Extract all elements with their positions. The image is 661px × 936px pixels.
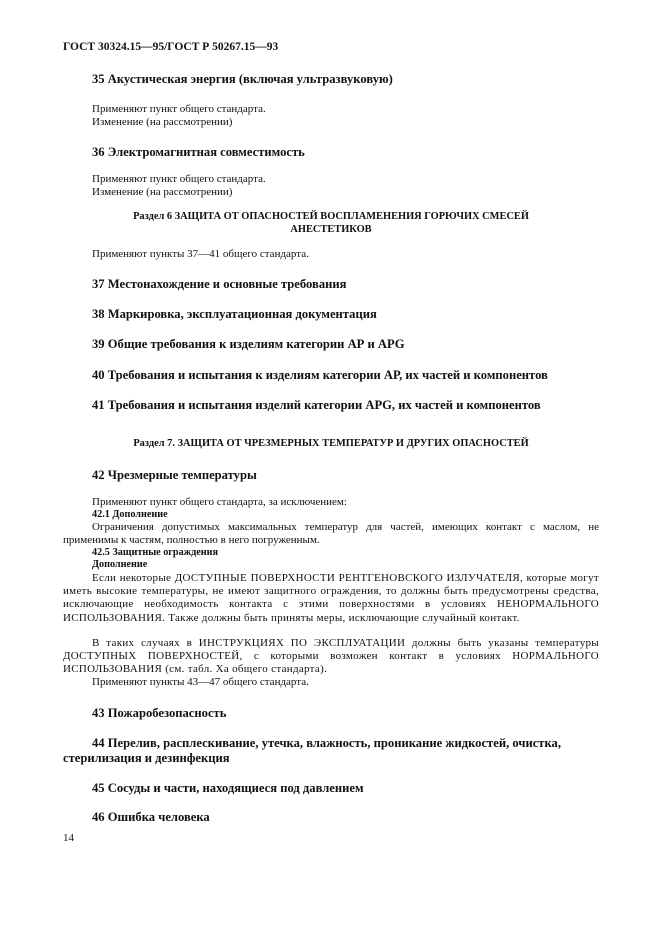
- clause-37-title: 37 Местонахождение и основные требования: [92, 277, 347, 291]
- clause-36-title: 36 Электромагнитная совместимость: [92, 145, 305, 159]
- clause-44-title-line2: стерилизация и дезинфекция: [63, 751, 230, 765]
- page-number: 14: [63, 832, 74, 844]
- section-6-heading: [63, 210, 599, 236]
- clause-35-text-2: Изменение (на рассмотрении): [92, 116, 233, 128]
- clause-44-title-line1: 44 Перелив, расплескивание, утечка, влажность, проникание жидкостей, очистка,: [92, 736, 561, 750]
- clause-46-title: 46 Ошибка человека: [92, 810, 210, 824]
- clause-36-text-2: Изменение (на рассмотрении): [92, 186, 233, 198]
- clause-45-title: 45 Сосуды и части, находящиеся под давлением: [92, 781, 364, 795]
- clause-40-title: 40 Требования и испытания к изделиям категории АР, их частей и компонентов: [92, 368, 548, 382]
- section-6-heading-line2: АНЕСТЕТИКОВ: [290, 224, 372, 236]
- section-6-heading-line1: Раздел 6 ЗАЩИТА ОТ ОПАСНОСТЕЙ ВОСПЛАМЕНЕНИЯ ГОРЮЧИХ СМЕСЕЙ: [133, 211, 529, 222]
- clause-38-title: 38 Маркировка, эксплуатационная документация: [92, 307, 377, 321]
- clause-42-1-text: [63, 521, 599, 547]
- clause-36-text-1: Применяют пункт общего стандарта.: [92, 173, 266, 185]
- section-7-heading: Раздел 7. ЗАЩИТА ОТ ЧРЕЗМЕРНЫХ ТЕМПЕРАТУР И ДРУГИХ ОПАСНОСТЕЙ: [133, 438, 529, 449]
- clause-42-5-heading: 42.5 Защитные ограждения: [92, 547, 219, 558]
- clause-43-title: 43 Пожаробезопасность: [92, 706, 227, 720]
- clause-42-5-paragraph-2: [63, 637, 599, 677]
- clause-41-title: 41 Требования и испытания изделий категории APG, их частей и компонентов: [92, 398, 541, 412]
- clause-42-1-heading: 42.1 Дополнение: [92, 509, 168, 520]
- clause-39-title: 39 Общие требования к изделиям категории АР и APG: [92, 337, 405, 351]
- clause-42-5-paragraph-1: [63, 572, 599, 625]
- addition-label: Дополнение: [92, 559, 148, 570]
- clause-35-title: 35 Акустическая энергия (включая ультразвуковую): [92, 72, 393, 86]
- running-header: ГОСТ 30324.15—95/ГОСТ Р 50267.15—93: [63, 41, 279, 53]
- clause-42-outro: Применяют пункты 43—47 общего стандарта.: [92, 676, 309, 688]
- clause-42-5-paragraph-1-body: Если некоторые ДОСТУПНЫЕ ПОВЕРХНОСТИ РЕНТГЕНОВСКОГО ИЗЛУЧАТЕЛЯ, которые могут иметь высокие температуры, не имеют защитного ограждения, то должны быть предусмотрены средства, исключающие необходимость контакта с этими поверхностями в условиях НЕНОРМАЛЬНОГО ИСПОЛЬЗОВАНИЯ. Также должны быть приняты меры, исключающие случайный контакт.: [63, 572, 599, 624]
- clause-42-intro: Применяют пункт общего стандарта, за исключением:: [92, 496, 347, 508]
- clause-35-text-1: Применяют пункт общего стандарта.: [92, 103, 266, 115]
- clause-42-1-text-body: Ограничения допустимых максимальных температур для частей, имеющих контакт с маслом, не применимы к частям, полностью в него погруженным.: [63, 521, 599, 547]
- clause-42-5-paragraph-2-body: В таких случаях в ИНСТРУКЦИЯХ ПО ЭКСПЛУАТАЦИИ должны быть указаны температуры ДОСТУПНЫХ ПОВЕРХНОСТЕЙ, с которыми возможен контакт в условиях НОРМАЛЬНОГО ИСПОЛЬЗОВАНИЯ (см. табл. Ха общего стандарта).: [63, 637, 599, 676]
- section-6-text: Применяют пункты 37—41 общего стандарта.: [92, 248, 309, 260]
- clause-42-title: 42 Чрезмерные температуры: [92, 468, 257, 482]
